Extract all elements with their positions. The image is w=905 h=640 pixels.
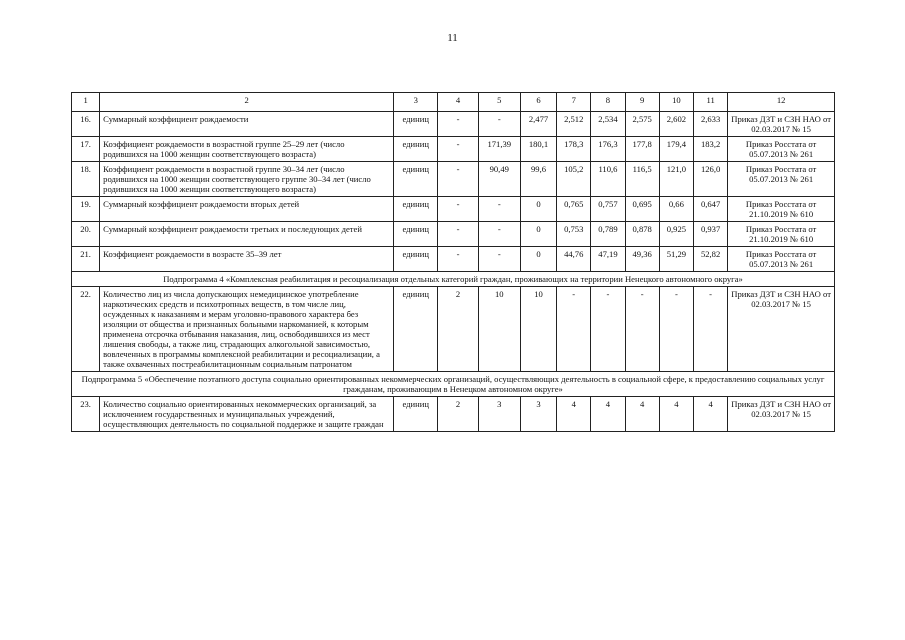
value-cell: 10 bbox=[520, 287, 556, 372]
header-cell: 12 bbox=[728, 93, 835, 112]
header-cell: 7 bbox=[557, 93, 591, 112]
value-cell: 0,647 bbox=[694, 197, 728, 222]
value-cell: 2,602 bbox=[659, 112, 693, 137]
table-row bbox=[72, 162, 835, 197]
indicator-name: Суммарный коэффициент рождаемости третьих и последующих детей bbox=[100, 222, 394, 247]
value-cell: 0 bbox=[520, 247, 556, 272]
value-cell: - bbox=[438, 247, 478, 272]
value-cell: - bbox=[478, 197, 520, 222]
value-cell: 99,6 bbox=[520, 162, 556, 197]
value-cell: - bbox=[438, 137, 478, 162]
value-cell: 2,633 bbox=[694, 112, 728, 137]
value-cell: 0 bbox=[520, 222, 556, 247]
unit-cell: единиц bbox=[394, 137, 438, 162]
value-cell: 0,695 bbox=[625, 197, 659, 222]
value-cell: 4 bbox=[659, 397, 693, 432]
value-cell: 110,6 bbox=[591, 162, 625, 197]
indicators-table bbox=[71, 92, 835, 432]
row-number: 16. bbox=[72, 112, 100, 137]
source-cell: Приказ ДЗТ и СЗН НАО от 02.03.2017 № 15 bbox=[728, 397, 835, 432]
indicator-name: Количество социально ориентированных некоммерческих организаций, за исключением государственных и муниципальных учреждений, осуществляющих деятельность по социальной поддержке и защите граждан bbox=[100, 397, 394, 432]
value-cell: 2,575 bbox=[625, 112, 659, 137]
header-cell: 8 bbox=[591, 93, 625, 112]
value-cell: - bbox=[659, 287, 693, 372]
header-cell: 4 bbox=[438, 93, 478, 112]
value-cell: 116,5 bbox=[625, 162, 659, 197]
value-cell: 10 bbox=[478, 287, 520, 372]
value-cell: - bbox=[694, 287, 728, 372]
value-cell: - bbox=[438, 112, 478, 137]
row-number: 21. bbox=[72, 247, 100, 272]
value-cell: - bbox=[557, 287, 591, 372]
table-row bbox=[72, 222, 835, 247]
value-cell: 171,39 bbox=[478, 137, 520, 162]
value-cell: 183,2 bbox=[694, 137, 728, 162]
source-cell: Приказ ДЗТ и СЗН НАО от 02.03.2017 № 15 bbox=[728, 287, 835, 372]
unit-cell: единиц bbox=[394, 287, 438, 372]
value-cell: 47,19 bbox=[591, 247, 625, 272]
unit-cell: единиц bbox=[394, 222, 438, 247]
value-cell: - bbox=[438, 162, 478, 197]
header-cell: 9 bbox=[625, 93, 659, 112]
value-cell: 105,2 bbox=[557, 162, 591, 197]
unit-cell: единиц bbox=[394, 112, 438, 137]
source-cell: Приказ Росстата от 05.07.2013 № 261 bbox=[728, 247, 835, 272]
source-cell: Приказ ДЗТ и СЗН НАО от 02.03.2017 № 15 bbox=[728, 112, 835, 137]
value-cell: 0,757 bbox=[591, 197, 625, 222]
value-cell: 176,3 bbox=[591, 137, 625, 162]
section-row bbox=[72, 372, 835, 397]
unit-cell: единиц bbox=[394, 162, 438, 197]
table-row bbox=[72, 397, 835, 432]
value-cell: 0,765 bbox=[557, 197, 591, 222]
row-number: 23. bbox=[72, 397, 100, 432]
value-cell: 180,1 bbox=[520, 137, 556, 162]
header-cell: 1 bbox=[72, 93, 100, 112]
row-number: 19. bbox=[72, 197, 100, 222]
value-cell: - bbox=[478, 247, 520, 272]
unit-cell: единиц bbox=[394, 397, 438, 432]
page-number: 11 bbox=[447, 32, 458, 44]
table-row bbox=[72, 197, 835, 222]
value-cell: 0,925 bbox=[659, 222, 693, 247]
value-cell: 2,512 bbox=[557, 112, 591, 137]
value-cell: 3 bbox=[478, 397, 520, 432]
source-cell: Приказ Росстата от 05.07.2013 № 261 bbox=[728, 137, 835, 162]
value-cell: 178,3 bbox=[557, 137, 591, 162]
value-cell: - bbox=[591, 287, 625, 372]
value-cell: - bbox=[625, 287, 659, 372]
source-cell: Приказ Росстата от 21.10.2019 № 610 bbox=[728, 197, 835, 222]
header-cell: 11 bbox=[694, 93, 728, 112]
value-cell: - bbox=[478, 222, 520, 247]
value-cell: 4 bbox=[591, 397, 625, 432]
indicator-name: Коэффициент рождаемости в возрастной группе 30–34 лет (число родившихся на 1000 женщин соответствующего группе 30–34 лет (число родившихся на 1000 женщин соответствующего возраста) bbox=[100, 162, 394, 197]
table-row bbox=[72, 247, 835, 272]
section-title: Подпрограмма 4 «Комплексная реабилитация и ресоциализация отдельных категорий граждан, проживающих на территории Ненецкого автономного округа» bbox=[72, 272, 835, 287]
row-number: 18. bbox=[72, 162, 100, 197]
source-cell: Приказ Росстата от 21.10.2019 № 610 bbox=[728, 222, 835, 247]
table-row bbox=[72, 112, 835, 137]
value-cell: 179,4 bbox=[659, 137, 693, 162]
value-cell: 51,29 bbox=[659, 247, 693, 272]
value-cell: 0,66 bbox=[659, 197, 693, 222]
value-cell: - bbox=[438, 222, 478, 247]
row-number: 20. bbox=[72, 222, 100, 247]
value-cell: 2,534 bbox=[591, 112, 625, 137]
value-cell: 126,0 bbox=[694, 162, 728, 197]
value-cell: 0,789 bbox=[591, 222, 625, 247]
table-row bbox=[72, 287, 835, 372]
value-cell: 0,878 bbox=[625, 222, 659, 247]
value-cell: 4 bbox=[557, 397, 591, 432]
indicator-name: Коэффициент рождаемости в возрасте 35–39 лет bbox=[100, 247, 394, 272]
header-row bbox=[72, 93, 835, 112]
value-cell: 3 bbox=[520, 397, 556, 432]
header-cell: 3 bbox=[394, 93, 438, 112]
value-cell: 0,937 bbox=[694, 222, 728, 247]
value-cell: 2 bbox=[438, 287, 478, 372]
indicator-name: Суммарный коэффициент рождаемости bbox=[100, 112, 394, 137]
row-number: 22. bbox=[72, 287, 100, 372]
value-cell: 90,49 bbox=[478, 162, 520, 197]
indicator-name: Суммарный коэффициент рождаемости вторых детей bbox=[100, 197, 394, 222]
value-cell: 4 bbox=[625, 397, 659, 432]
table-body bbox=[72, 93, 835, 432]
header-cell: 5 bbox=[478, 93, 520, 112]
value-cell: - bbox=[478, 112, 520, 137]
section-title: Подпрограмма 5 «Обеспечение поэтапного доступа социально ориентированных некоммерческих организаций, осуществляющих деятельность в социальной сфере, к предоставлению социальных услуг гражданам, проживающим в Ненецком автономном округе» bbox=[72, 372, 835, 397]
indicator-name: Количество лиц из числа допускающих немедицинское употребление наркотических средств и психотропных веществ, в том числе лиц, осужденных к наказаниям и мерам уголовно-правового характера без изоляции от общества и признанных больными наркоманией, к которым применена отсрочка отбывания наказания, лиц, освободившихся из мест лишения свободы, а также лиц, страдающих алкогольной зависимостью, вовлеченных в программы комплексной реабилитации и ресоциализации, а также охваченных постреабилитационным социальным патронатом bbox=[100, 287, 394, 372]
value-cell: - bbox=[438, 197, 478, 222]
value-cell: 0 bbox=[520, 197, 556, 222]
unit-cell: единиц bbox=[394, 247, 438, 272]
value-cell: 2,477 bbox=[520, 112, 556, 137]
value-cell: 4 bbox=[694, 397, 728, 432]
header-cell: 10 bbox=[659, 93, 693, 112]
header-cell: 2 bbox=[100, 93, 394, 112]
indicator-name: Коэффициент рождаемости в возрастной группе 25–29 лет (число родившихся на 1000 женщин соответствующего возраста) bbox=[100, 137, 394, 162]
value-cell: 0,753 bbox=[557, 222, 591, 247]
value-cell: 2 bbox=[438, 397, 478, 432]
value-cell: 52,82 bbox=[694, 247, 728, 272]
value-cell: 121,0 bbox=[659, 162, 693, 197]
source-cell: Приказ Росстата от 05.07.2013 № 261 bbox=[728, 162, 835, 197]
value-cell: 49,36 bbox=[625, 247, 659, 272]
header-cell: 6 bbox=[520, 93, 556, 112]
section-row bbox=[72, 272, 835, 287]
unit-cell: единиц bbox=[394, 197, 438, 222]
value-cell: 44,76 bbox=[557, 247, 591, 272]
value-cell: 177,8 bbox=[625, 137, 659, 162]
row-number: 17. bbox=[72, 137, 100, 162]
table-row bbox=[72, 137, 835, 162]
